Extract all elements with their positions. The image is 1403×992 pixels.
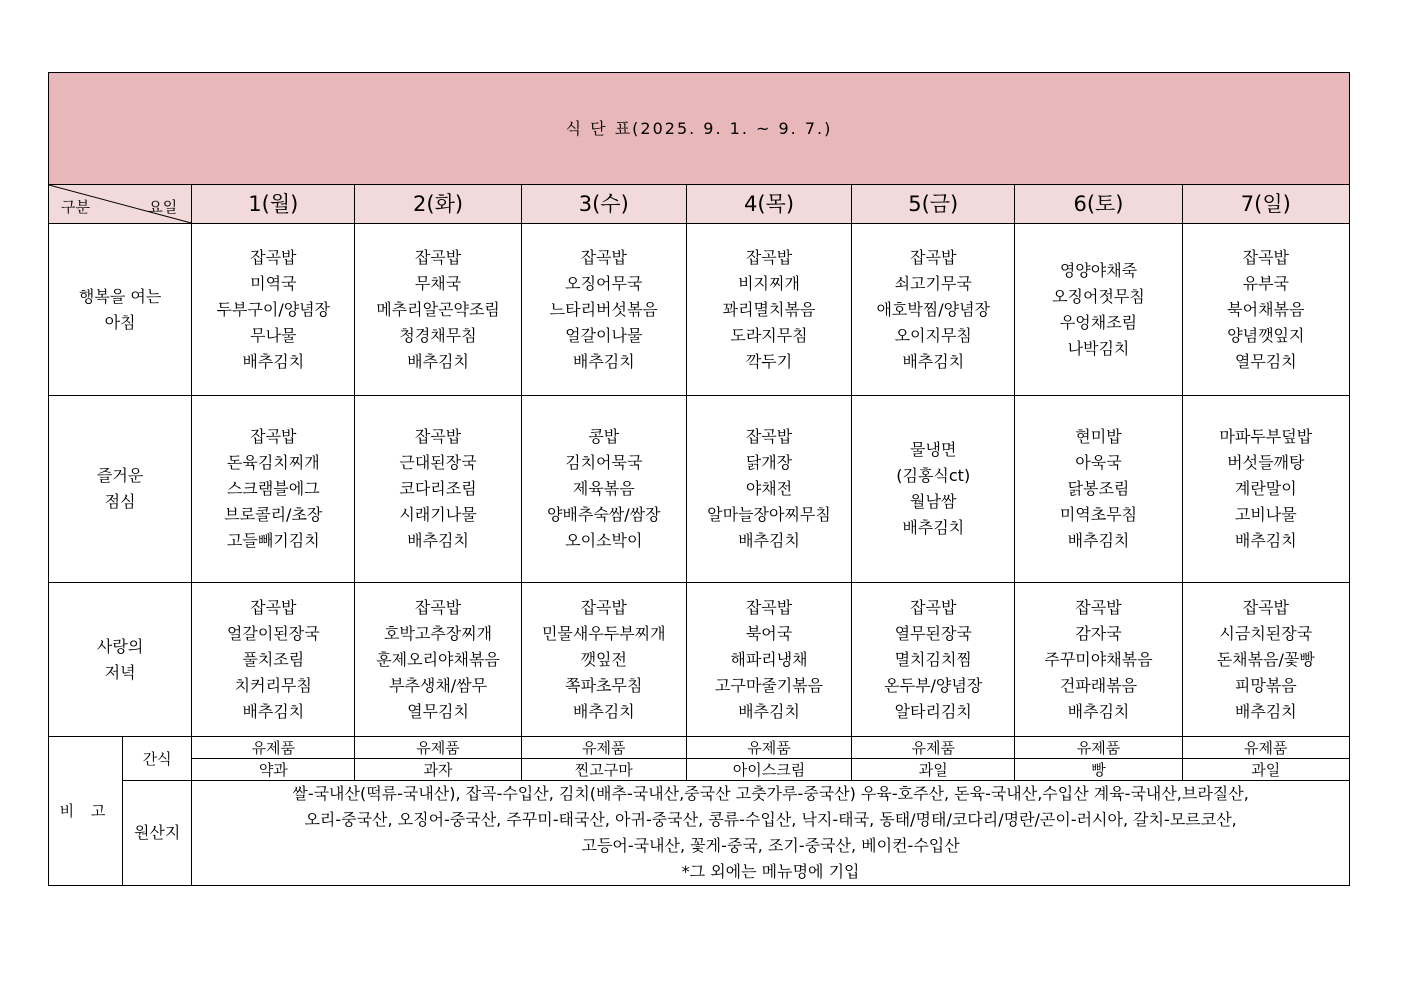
menu-cell [521,583,686,737]
origin-row [49,781,1350,886]
menu-cell [1015,396,1182,583]
snack-cell: 유제품 [1015,737,1182,759]
menu-cell [852,224,1015,396]
day-header: 1(월) [192,185,355,224]
menu-item: 고구마줄기볶음 [714,675,824,695]
menu-item: 배추김치 [242,351,305,371]
menu-item: 알마늘장아찌무침 [707,505,831,524]
menu-item: 코다리조림 [399,479,477,498]
menu-item: 잡곡밥 [1242,597,1289,617]
menu-cell [1015,224,1182,396]
menu-item: 브로콜리/초장 [224,505,323,524]
menu-item: 느타리버섯볶음 [549,299,658,319]
menu-item: 오징어젓무침 [1052,286,1145,306]
menu-cell [355,583,521,737]
menu-item: 닭봉조림 [1067,479,1130,498]
menu-item: 무채국 [414,273,462,293]
menu-item: 풀치조림 [242,649,305,669]
snack-cell: 유제품 [686,737,851,759]
meal-label-line: 행복을 여는 [78,286,162,306]
menu-item: 계란말이 [1234,479,1297,498]
menu-item: 열무된장국 [894,623,972,643]
menu-item: 스크램블에그 [226,479,320,498]
menu-item: 콩밥 [588,427,620,446]
menu-item: 잡곡밥 [580,597,627,617]
menu-item: 배추김치 [738,701,800,721]
snack-row-1 [49,737,1350,759]
menu-item: 배추김치 [738,531,800,550]
meal-label-line: 아침 [104,312,136,332]
menu-cell [686,224,851,396]
menu-item: 꽈리멸치볶음 [722,299,816,319]
menu-item: 건파래볶음 [1059,675,1138,695]
menu-item: 잡곡밥 [250,427,297,446]
menu-item: 잡곡밥 [910,597,957,617]
menu-item: 오이소박이 [565,531,643,550]
menu-item: 도라지무침 [730,325,808,345]
menu-item: 잡곡밥 [745,597,793,617]
menu-item: 미역국 [250,273,297,293]
menu-item: 양배추숙쌈/쌈장 [546,505,661,524]
menu-item: 잡곡밥 [580,247,627,267]
meal-label-line: 즐거운 [96,466,144,485]
day-header: 6(토) [1015,185,1182,224]
menu-item: 돈육김치찌개 [226,453,320,472]
menu-item: 멸치김치찜 [894,649,972,669]
menu-cell [521,396,686,583]
menu-item: 미역초무침 [1059,505,1138,524]
menu-item: 잡곡밥 [745,427,793,446]
snack-cell: 유제품 [192,737,355,759]
menu-item: 배추김치 [1067,701,1130,721]
snack-cell: 과자 [355,759,521,781]
lunch-row [49,396,1350,583]
menu-item: 두부구이/양념장 [216,299,331,319]
menu-cell [1182,396,1349,583]
menu-item: 배추김치 [572,701,635,721]
day-header: 7(일) [1182,185,1349,224]
origin-line: 오리-중국산, 오징어-중국산, 주꾸미-태국산, 아귀-중국산, 콩류-수입산, 낙지-태국, 동태/명태/코다리/명란/곤이-러시아, 갈치-모르코산, [304,810,1237,829]
menu-item: 영양야채죽 [1059,260,1138,280]
snack-row-2 [49,759,1350,781]
menu-item: 배추김치 [902,351,965,371]
menu-item: 유부국 [1242,273,1289,293]
menu-item: 근대된장국 [399,453,477,472]
category-label: 구분 [61,198,90,216]
menu-item: 배추김치 [407,351,469,371]
menu-cell [1015,583,1182,737]
meal-label-line: 사랑의 [96,636,144,656]
corner-header-cell [49,185,192,224]
menu-item: 쪽파초무침 [565,675,643,695]
menu-item: 제육볶음 [572,479,635,498]
breakfast-label [49,224,192,396]
menu-item: 열무김치 [1234,351,1297,371]
menu-item: 배추김치 [242,701,305,721]
menu-cell [355,396,521,583]
menu-item: 우엉채조림 [1059,312,1138,332]
menu-item: 북어채볶음 [1227,299,1305,319]
menu-cell [852,583,1015,737]
menu-cell [1182,583,1349,737]
menu-item: 잡곡밥 [250,597,297,617]
menu-item: 고비나물 [1234,505,1297,524]
dinner-label [49,583,192,737]
menu-item: 쇠고기무국 [894,273,972,293]
menu-item: 월남쌈 [910,492,957,511]
day-header: 3(수) [521,185,686,224]
menu-cell [192,583,355,737]
menu-item: 얼갈이된장국 [226,623,320,643]
day-header: 5(금) [852,185,1015,224]
snack-cell: 유제품 [852,737,1015,759]
menu-item: 부추생채/쌈무 [388,675,488,695]
menu-cell [686,396,851,583]
menu-item: 주꾸미야채볶음 [1044,649,1153,669]
menu-item: 메추리알곤약조림 [376,299,500,319]
day-header: 2(화) [355,185,521,224]
menu-item: 배추김치 [1067,531,1130,550]
menu-item: 고들빼기김치 [226,531,320,550]
menu-cell [192,224,355,396]
menu-item: 야채전 [745,479,793,498]
menu-item: 치커리무침 [234,675,312,695]
menu-item: 배추김치 [1234,701,1297,721]
menu-cell [521,224,686,396]
menu-item: 잡곡밥 [910,247,957,267]
menu-item: 오징어무국 [565,273,643,293]
menu-cell [852,396,1015,583]
menu-item: 청경채무침 [399,325,477,345]
meal-label-line: 저녁 [104,662,136,682]
menu-item: 버섯들깨탕 [1227,453,1305,472]
menu-item: 닭개장 [745,453,793,472]
meal-label-line: 점심 [104,492,136,511]
menu-item: 해파리냉채 [730,649,808,669]
weekday-label: 요일 [148,198,178,216]
menu-item: 피망볶음 [1234,675,1297,695]
menu-item: 잡곡밥 [414,247,462,267]
menu-item: 잡곡밥 [414,427,462,446]
snack-cell: 찐고구마 [521,759,686,781]
origin-line: 쌀-국내산(떡류-국내산), 잡곡-수입산, 김치(배추-국내산,중국산 고춧가루-중국산) 우육-호주산, 돈육-국내산,수입산 계육-국내산,브라질산, [292,784,1249,803]
menu-item: 잡곡밥 [1075,597,1122,617]
menu-item: 마파두부덮밥 [1219,427,1313,446]
origin-label: 원산지 [123,781,192,886]
menu-item: 잡곡밥 [414,597,462,617]
snack-cell: 유제품 [355,737,521,759]
remarks-label: 비 고 [49,737,123,886]
menu-item: 깻잎전 [580,649,627,669]
menu-cell [686,583,851,737]
origin-line: *그 외에는 메뉴명에 기입 [681,862,860,881]
menu-item: 배추김치 [572,351,635,371]
meal-menu-table [48,72,1350,886]
menu-item: 호박고추장찌개 [383,623,493,643]
menu-title: 식 단 표(2025. 9. 1. ~ 9. 7.) [49,73,1350,185]
menu-item: 돈채볶음/꽃빵 [1216,649,1315,669]
snack-cell: 과일 [1182,759,1349,781]
menu-item: 시래기나물 [399,505,477,524]
menu-item: 온두부/양념장 [884,675,983,695]
snack-cell: 유제품 [1182,737,1349,759]
snack-cell: 아이스크림 [686,759,851,781]
menu-item: 아욱국 [1075,453,1122,472]
menu-item: 북어국 [745,623,793,643]
menu-item: 얼갈이나물 [565,325,643,345]
menu-item: 나박김치 [1067,338,1130,358]
menu-item: 알타리김치 [894,701,972,721]
menu-item: 잡곡밥 [250,247,297,267]
day-header: 4(목) [686,185,851,224]
menu-item: 오이지무침 [894,325,972,345]
lunch-label [49,396,192,583]
menu-item: 감자국 [1075,623,1122,643]
menu-item: 열무김치 [407,701,469,721]
menu-cell [1182,224,1349,396]
menu-item: 비지찌개 [738,273,800,293]
menu-item: 배추김치 [407,531,469,550]
menu-item: 애호박찜/양념장 [876,299,991,319]
menu-cell [192,396,355,583]
origin-line: 고등어-국내산, 꽃게-중국, 조기-중국산, 베이컨-수입산 [581,836,960,855]
menu-item: 양념깻잎지 [1227,325,1305,345]
menu-item: 민물새우두부찌개 [541,623,666,643]
menu-item: 배추김치 [902,518,965,537]
menu-item: 무나물 [250,325,297,345]
snack-cell: 빵 [1015,759,1182,781]
menu-cell [355,224,521,396]
breakfast-row [49,224,1350,396]
menu-item: 김치어묵국 [565,453,643,472]
menu-item: 잡곡밥 [1242,247,1289,267]
menu-item: 훈제오리야채볶음 [376,649,500,669]
menu-item: 잡곡밥 [745,247,793,267]
snack-cell: 약과 [192,759,355,781]
day-header-row [49,185,1350,224]
menu-item: 시금치된장국 [1219,623,1313,643]
menu-item: (김홍식ct) [896,466,971,485]
menu-item: 물냉면 [910,440,957,459]
snack-cell: 유제품 [521,737,686,759]
menu-item: 현미밥 [1075,427,1122,446]
snack-label: 간식 [123,737,192,781]
menu-item: 깍두기 [745,351,793,371]
origin-info [192,781,1350,886]
menu-item: 배추김치 [1234,531,1297,550]
dinner-row [49,583,1350,737]
snack-cell: 과일 [852,759,1015,781]
